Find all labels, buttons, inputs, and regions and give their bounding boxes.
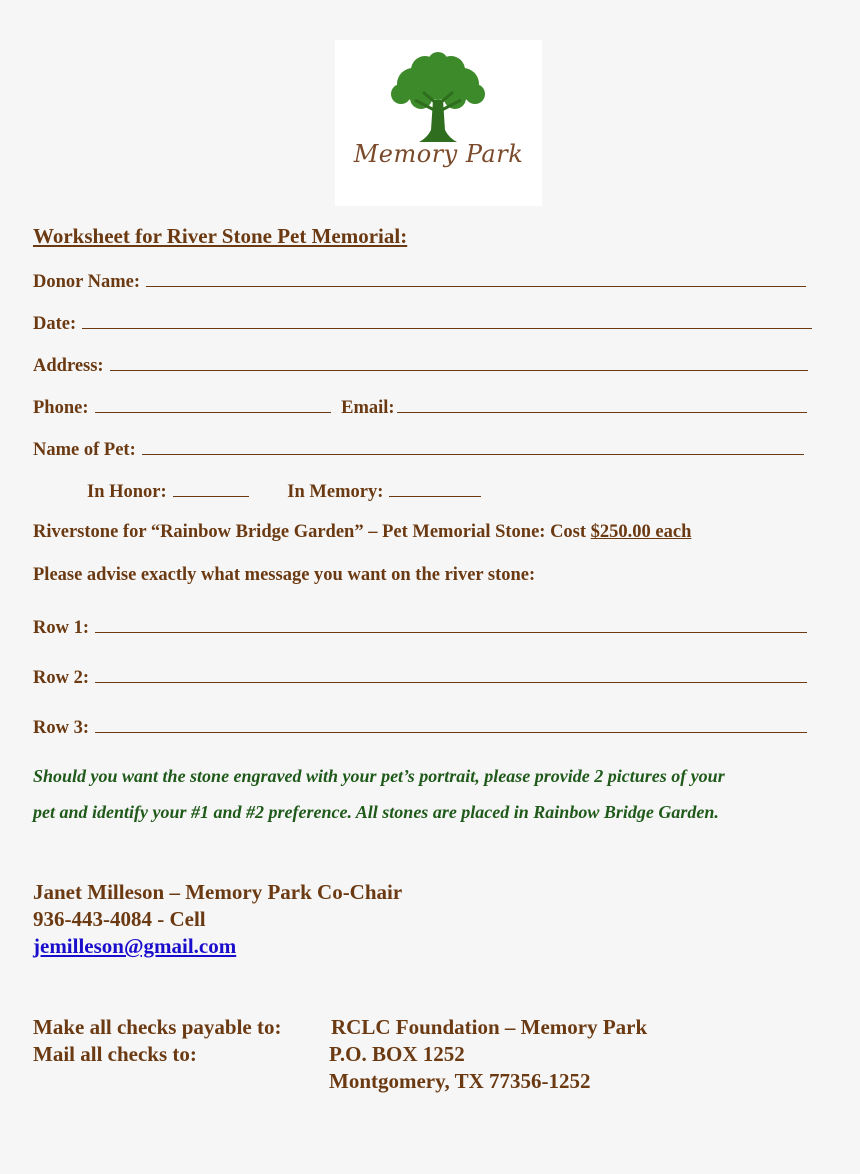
pet-name-row (33, 438, 804, 461)
memory-park-logo (335, 40, 542, 206)
date-row (33, 312, 812, 335)
address-field[interactable] (110, 354, 808, 371)
phone-field[interactable] (95, 396, 331, 413)
email-label: Email: (341, 398, 395, 418)
contact-name: Janet Milleson – Memory Park Co-Chair (33, 880, 403, 904)
riverstone-text: Riverstone for “Rainbow Bridge Garden” – Pet Memorial Stone: Cost (33, 522, 591, 542)
row1-field[interactable] (95, 616, 807, 633)
payable-label: Make all checks payable to: (33, 1015, 282, 1039)
date-field[interactable] (82, 312, 812, 329)
row2-row (33, 666, 807, 689)
payable-value: RCLC Foundation – Memory Park (331, 1015, 648, 1039)
logo-text: Memory Park (353, 140, 524, 168)
row1-label: Row 1: (33, 618, 90, 638)
address-row (33, 354, 808, 377)
row3-label: Row 3: (33, 718, 90, 738)
date-label: Date: (33, 314, 77, 334)
donor-name-label: Donor Name: (33, 272, 141, 292)
contact-phone: 936-443-4084 - Cell (33, 907, 206, 931)
row2-label: Row 2: (33, 668, 90, 688)
tree-icon (375, 50, 502, 145)
row1-row (33, 616, 807, 639)
mail-address-line-1: P.O. BOX 1252 (329, 1042, 465, 1066)
in-honor-field[interactable] (173, 480, 249, 497)
donor-name-field[interactable] (146, 270, 806, 287)
row3-row (33, 716, 807, 739)
contact-block (33, 879, 402, 960)
phone-email-row (33, 396, 807, 419)
pet-name-field[interactable] (142, 438, 804, 455)
contact-email-link[interactable]: jemilleson@gmail.com (33, 934, 237, 958)
advise-text: Please advise exactly what message you want on the river stone: (33, 565, 536, 585)
honor-memory-row (87, 480, 481, 503)
in-honor-label: In Honor: (87, 482, 167, 502)
row3-field[interactable] (95, 716, 807, 733)
note-line-1: Should you want the stone engraved with your pet’s portrait, please provide 2 pictures of your (33, 766, 725, 786)
mail-label: Mail all checks to: (33, 1042, 197, 1066)
in-memory-field[interactable] (389, 480, 481, 497)
email-field[interactable] (397, 396, 807, 413)
cost-value: $250.00 each (590, 522, 692, 542)
donor-name-row (33, 270, 806, 293)
in-memory-label: In Memory: (287, 482, 384, 502)
note-line-2: pet and identify your #1 and #2 preference. All stones are placed in Rainbow Bridge Garden. (33, 802, 719, 822)
mail-address-line-2: Montgomery, TX 77356-1252 (329, 1069, 591, 1093)
form-title: Worksheet for River Stone Pet Memorial: (33, 224, 408, 248)
address-label: Address: (33, 356, 104, 376)
phone-label: Phone: (33, 398, 89, 418)
pet-name-label: Name of Pet: (33, 440, 136, 460)
riverstone-cost-line (33, 522, 691, 543)
row2-field[interactable] (95, 666, 807, 683)
